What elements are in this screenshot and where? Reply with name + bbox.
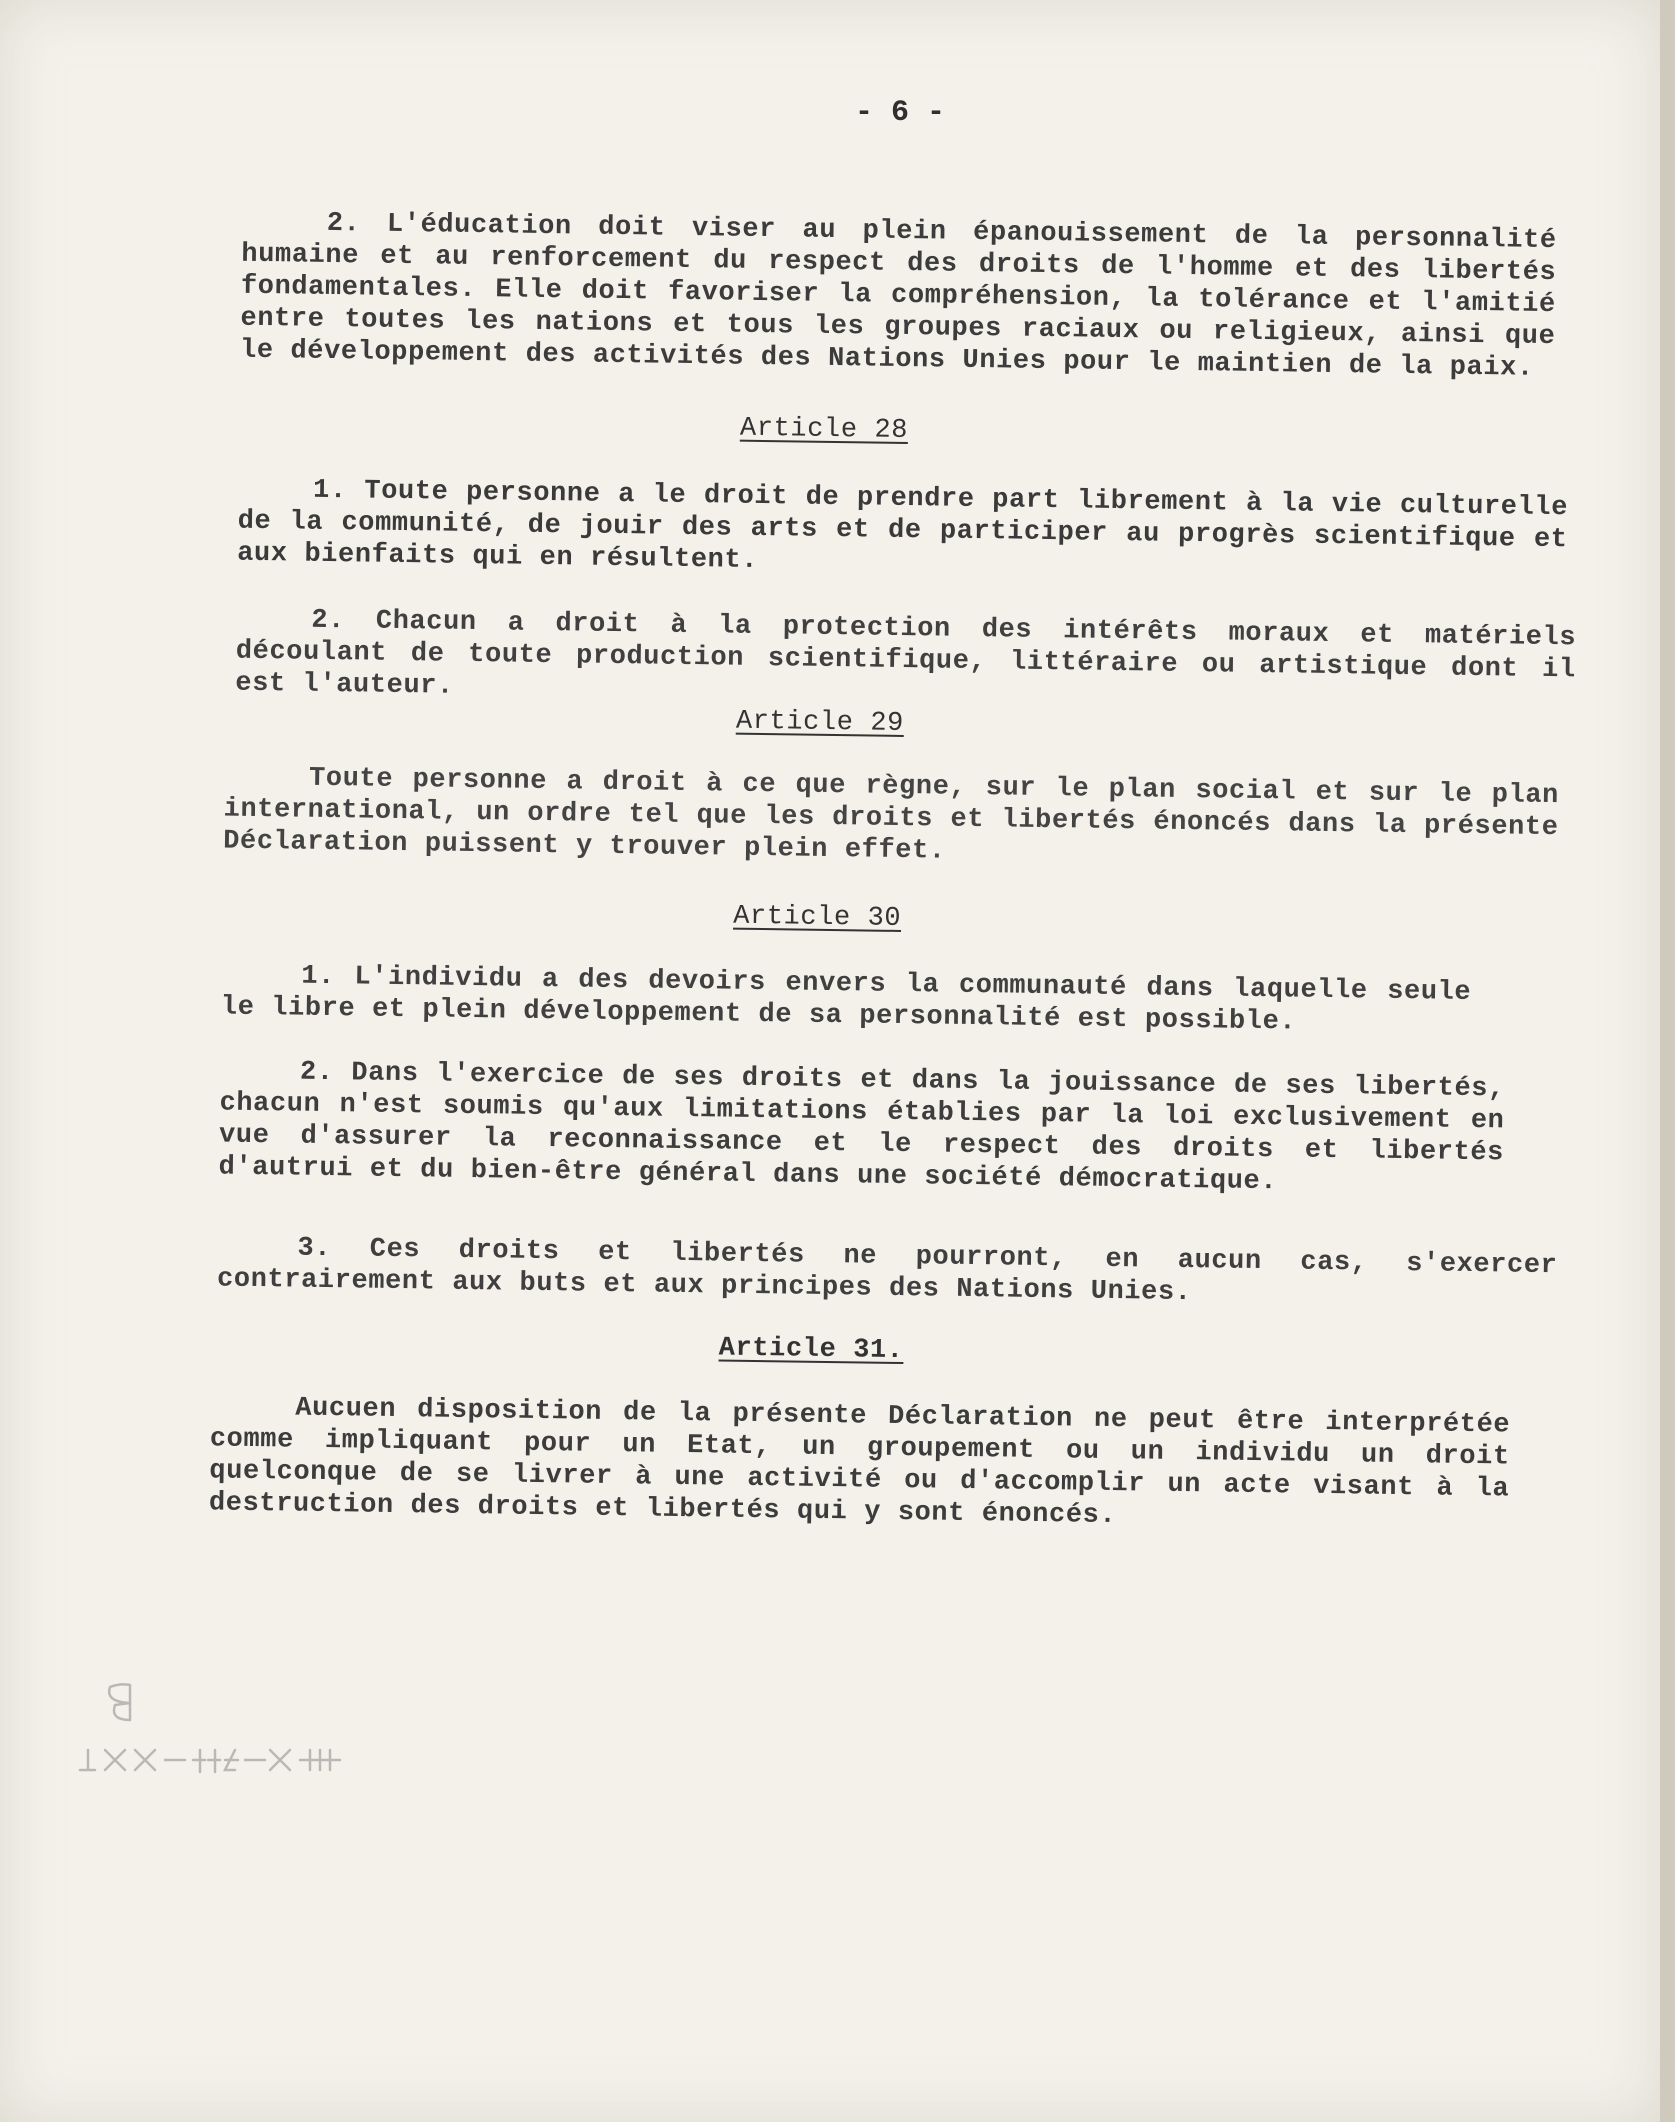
paragraph-article-30-3: 3. Ces droits et libertés ne pourront, en aucun cas, s'exercer contrairement aux buts et aux principes des Nations Unies. bbox=[216, 1233, 1558, 1309]
paragraph-article-28-1: 1. Toute personne a le droit de prendre part librement à la vie culturelle de la communité, de jouir des arts et de participer au progrès scientifique et aux bienfaits qui en résultent. bbox=[237, 475, 1569, 576]
paragraph-education: 2. L'éducation doit viser au plein épanouissement de la personnalité humaine et au renforcement du respect des droits de l'homme et des libertés fondamentales. Elle doit favoriser la compréhension, la tolérance et l'amitié entre toutes les nations et tous les groupes raciaux ou religieux, ainsi que le développement des activités des Nations Unies pour le maintien de la paix. bbox=[239, 208, 1557, 384]
paragraph-article-29: Toute personne a droit à ce que règne, sur le plan social et sur le plan international, un ordre tel que les droits et libertés énoncés dans la présente Déclaration puissent y trouver plein effet. bbox=[222, 763, 1560, 867]
heading-article-30: Article 30 bbox=[732, 901, 902, 934]
paragraph-article-28-2: 2. Chacun a droit à la protection des intérêts moraux et matériels découlant de toute production scientifique, littéraire ou artistique dont il est l'auteur. bbox=[235, 605, 1577, 702]
paragraph-article-30-1: 1. L'individu a des devoirs envers la communauté dans laquelle seule le libre et plein développement de sa personnalité est possible. bbox=[220, 961, 1472, 1038]
paragraph-article-31: Aucuen disposition de la présente Déclaration ne peut être interprétée comme impliquant pour un Etat, un groupement ou un individu un droit quelconque de se livrer à une activité ou d'accomplir un acte visant à la destruction des droits et libertés qui y sont énoncés. bbox=[208, 1393, 1511, 1532]
paragraph-article-30-2: 2. Dans l'exercice de ses droits et dans la jouissance de ses libertés, chacun n'est soumis qu'aux limitations établies par la loi exclusivement en vue d'assurer la reconnaissance et le respect des droits et libertés d'autrui et du bien-être général dans une société démocratique. bbox=[218, 1057, 1506, 1198]
page-number: - 6 - bbox=[855, 96, 946, 130]
page-edge bbox=[1660, 0, 1675, 2122]
handwritten-reference-note bbox=[40, 1660, 360, 1820]
heading-article-28: Article 28 bbox=[739, 413, 909, 447]
heading-article-31: Article 31. bbox=[718, 1333, 904, 1367]
heading-article-29: Article 29 bbox=[735, 706, 905, 739]
